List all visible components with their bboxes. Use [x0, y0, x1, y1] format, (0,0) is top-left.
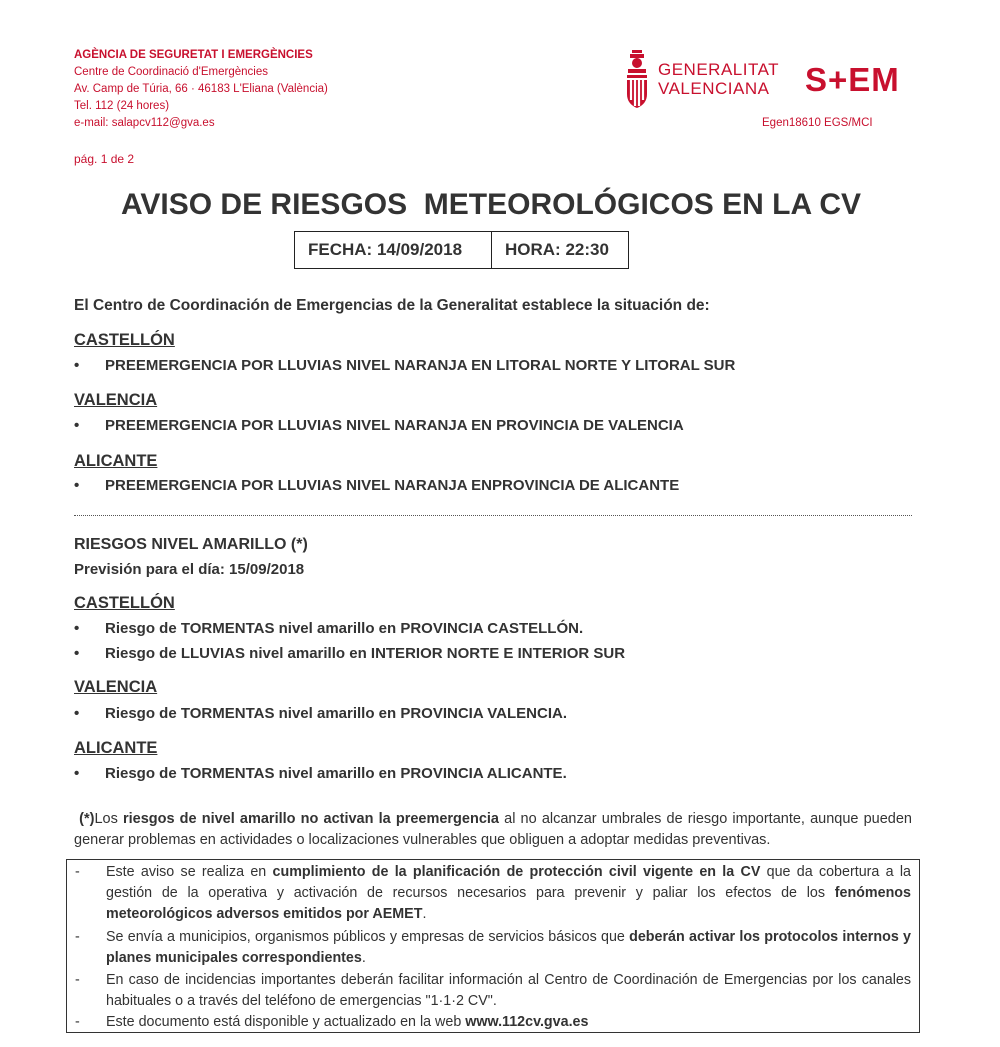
- website-link[interactable]: www.112cv.gva.es: [465, 1014, 589, 1030]
- agency-name: AGÈNCIA DE SEGURETAT I EMERGÈNCIES: [74, 49, 313, 61]
- notice-item: [75, 970, 911, 1012]
- bullet-icon: •: [74, 765, 80, 782]
- region-heading-alicante: ALICANTE: [74, 452, 158, 470]
- region-heading-valencia: VALENCIA: [74, 391, 158, 409]
- notice-bold-part: deberán activar los protocolos internos y planes municipales correspondientes: [106, 929, 911, 966]
- notice-text-part: Este aviso se realiza en: [106, 864, 273, 880]
- bullet-icon: •: [74, 477, 80, 494]
- footnote-bold: riesgos de nivel amarillo no activan la preemergencia: [122, 811, 499, 827]
- agency-address: Av. Camp de Túria, 66 · 46183 L'Eliana (València): [74, 83, 328, 95]
- bullet-icon: •: [74, 417, 80, 434]
- generalitat-line-1: GENERALITAT: [658, 60, 780, 79]
- bullet-icon: •: [74, 705, 80, 722]
- list-item: [74, 705, 567, 722]
- coat-of-arms-icon: [622, 48, 652, 114]
- yellow-risk-footnote: [74, 809, 912, 851]
- list-item-text: PREEMERGENCIA POR LLUVIAS NIVEL NARANJA EN PROVINCIA DE VALENCIA: [105, 417, 684, 434]
- notice-text-part: .: [422, 906, 427, 922]
- notice-text-part: Se envía a municipios, organismos públicos y empresas de servicios básicos que: [106, 929, 630, 945]
- list-item: [74, 417, 684, 434]
- bullet-icon: •: [74, 645, 80, 662]
- intro-text: El Centro de Coordinación de Emergencias de la Generalitat establece la situación de:: [74, 297, 710, 314]
- notice-text-part: En caso de incidencias importantes deberán facilitar información al Centro de Coordinación de Emergencias por los canales habituales o a través del teléfono de emergencias "1·1·2 CV".: [106, 972, 911, 1009]
- agency-email: e-mail: salapcv112@gva.es: [74, 117, 215, 129]
- forecast-date: Previsión para el día: 15/09/2018: [74, 561, 305, 578]
- list-item-text: Riesgo de TORMENTAS nivel amarillo en PROVINCIA VALENCIA.: [105, 705, 568, 722]
- agency-info: [74, 47, 328, 132]
- list-item: [74, 477, 679, 494]
- footnote-text-2: al no alcanzar umbrales de riesgo importante, aunque pueden generar problemas en actividades o localizaciones vulnerables que obliguen a adoptar medidas preventivas.: [74, 811, 912, 848]
- generalitat-line-2: VALENCIANA: [658, 79, 770, 98]
- list-item: [74, 357, 735, 374]
- dash-marker: -: [75, 1014, 80, 1030]
- notice-text-part: .: [361, 950, 366, 966]
- page-title: AVISO DE RIESGOS METEOROLÓGICOS EN LA CV: [120, 188, 862, 221]
- region-heading-castellon: CASTELLÓN: [74, 594, 175, 612]
- dash-marker: -: [75, 864, 80, 880]
- notice-box: [66, 859, 920, 1033]
- time-label: HORA: 22:30: [505, 240, 609, 259]
- notice-item: [75, 862, 911, 925]
- agency-center: Centre de Coordinació d'Emergències: [74, 66, 268, 78]
- notice-item: [75, 927, 911, 969]
- bullet-icon: •: [74, 357, 80, 374]
- bullet-icon: •: [74, 620, 80, 637]
- notice-bold-part: cumplimiento de la planificación de protección civil vigente en la CV: [272, 864, 761, 880]
- date-time-box: [294, 231, 629, 269]
- list-item: [74, 645, 625, 662]
- notice-text: [106, 927, 911, 969]
- notice-item: [75, 1012, 911, 1033]
- dash-marker: -: [75, 929, 80, 945]
- notice-text: [106, 1012, 911, 1033]
- list-item: [74, 765, 567, 782]
- list-item-text: PREEMERGENCIA POR LLUVIAS NIVEL NARANJA ENPROVINCIA DE ALICANTE: [105, 477, 680, 494]
- list-item-text: Riesgo de TORMENTAS nivel amarillo en PROVINCIA CASTELLÓN.: [105, 620, 584, 637]
- list-item-text: Riesgo de LLUVIAS nivel amarillo en INTERIOR NORTE E INTERIOR SUR: [105, 645, 626, 662]
- notice-text-part: que da cobertura a la gestión de la operativa y activación de recursos necesarios para prevenir y paliar los efectos de los: [106, 864, 911, 901]
- dotted-divider: [74, 515, 912, 516]
- dash-marker: -: [75, 972, 80, 988]
- footnote-text-1: Los: [94, 811, 123, 827]
- notice-text: [106, 862, 911, 925]
- notice-text-part: Este documento está disponible y actualizado en la web: [106, 1014, 466, 1030]
- region-heading-valencia: VALENCIA: [74, 678, 158, 696]
- notice-bold-part: fenómenos meteorológicos adversos emitidos por AEMET: [106, 885, 911, 922]
- generalitat-wordmark: [658, 60, 779, 98]
- document-reference: Egen18610 EGS/MCI: [762, 117, 873, 129]
- region-heading-castellon: CASTELLÓN: [74, 331, 175, 349]
- agency-tel: Tel. 112 (24 hores): [74, 100, 170, 112]
- sem-logo: S+EM: [805, 61, 900, 98]
- list-item: [74, 620, 583, 637]
- yellow-risk-title: RIESGOS NIVEL AMARILLO (*): [74, 536, 308, 553]
- region-heading-alicante: ALICANTE: [74, 739, 158, 757]
- list-item-text: Riesgo de TORMENTAS nivel amarillo en PROVINCIA ALICANTE.: [105, 765, 567, 782]
- footnote-mark: (*): [79, 811, 95, 827]
- list-item-text: PREEMERGENCIA POR LLUVIAS NIVEL NARANJA EN LITORAL NORTE Y LITORAL SUR: [105, 357, 736, 374]
- date-label: FECHA: 14/09/2018: [295, 232, 492, 268]
- page-number: pág. 1 de 2: [74, 152, 135, 166]
- notice-text: [106, 970, 911, 1012]
